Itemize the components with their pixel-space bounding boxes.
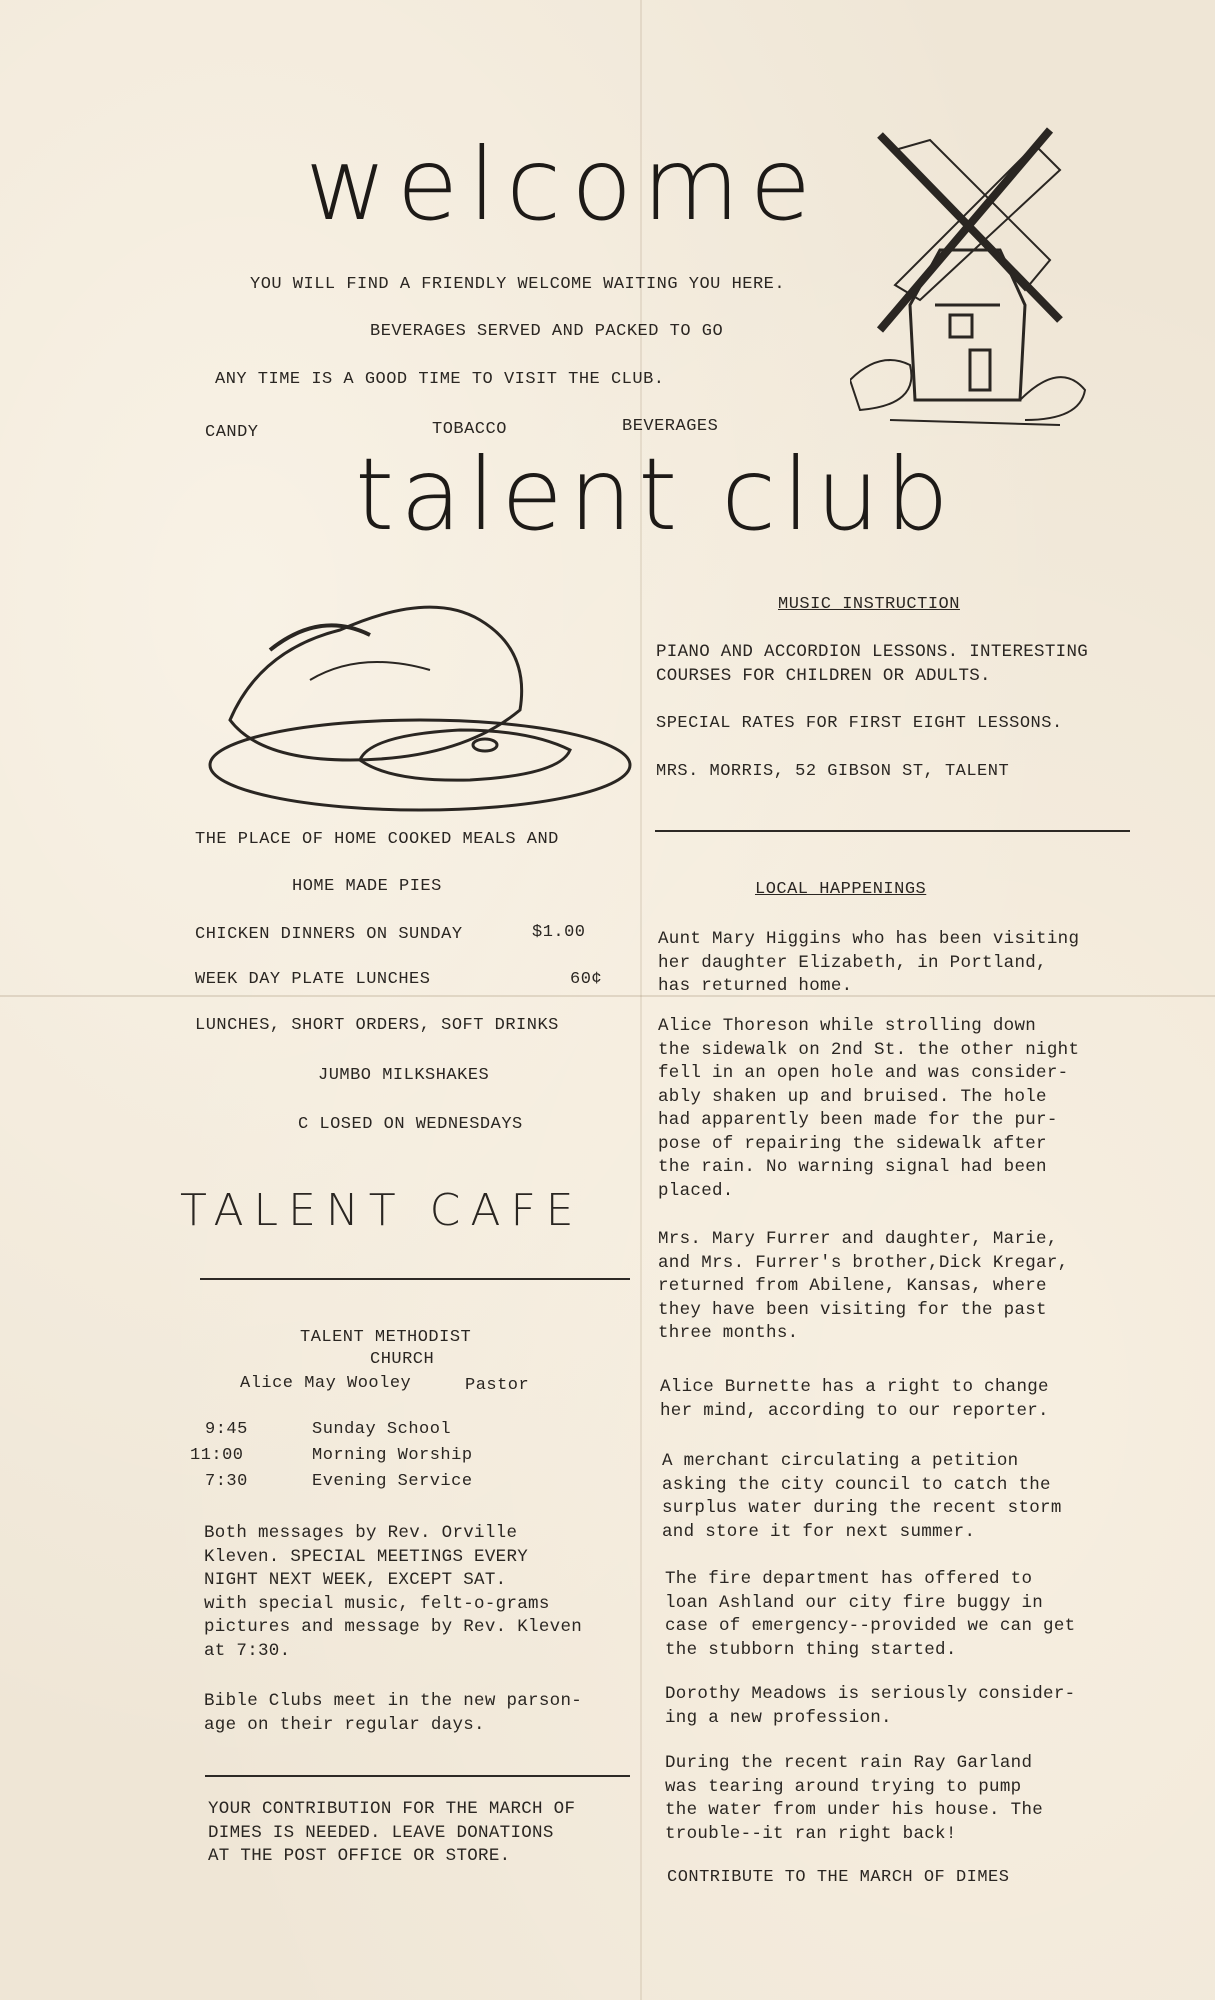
divider [655,830,1130,832]
music-contact: MRS. MORRIS, 52 GIBSON ST, TALENT [656,762,1010,781]
march-of-dimes-notice: YOUR CONTRIBUTION FOR THE MARCH OF DIMES IS NEEDED. LEAVE DONATIONS AT THE POST OFFICE OR STORE. [208,1799,576,1866]
pastor-name: Alice May Wooley [240,1374,412,1393]
contribute-line: CONTRIBUTE TO THE MARCH OF DIMES [667,1868,1010,1887]
club-name: talent club [355,436,955,553]
menu-price: $1.00 [532,923,586,942]
cafe-line-milkshakes: JUMBO MILKSHAKES [318,1066,490,1085]
cafe-line-pies: HOME MADE PIES [292,877,442,896]
local-item: A merchant circulating a petition asking the city council to catch the surplus water during the recent storm and store it for next summer. [662,1451,1062,1542]
pastor-label: Pastor [465,1376,530,1395]
local-item: The fire department has offered to loan Ashland our city fire buggy in case of emergency--provided we can get the stubborn thing started. [665,1569,1076,1660]
local-item: Alice Burnette has a right to change her mind, according to our reporter. [660,1377,1049,1421]
item-candy: CANDY [205,423,259,442]
music-rates: SPECIAL RATES FOR FIRST EIGHT LESSONS. [656,714,1063,733]
menu-item: CHICKEN DINNERS ON SUNDAY [195,925,463,944]
bible-clubs: Bible Clubs meet in the new parson- age on their regular days. [204,1691,583,1735]
schedule-time: 7:30 [205,1472,248,1491]
tagline-visit: ANY TIME IS A GOOD TIME TO VISIT THE CLUB. [215,370,665,389]
church-title-2: CHURCH [370,1350,435,1369]
tagline-welcome: YOU WILL FIND A FRIENDLY WELCOME WAITING YOU HERE. [250,275,786,294]
schedule-event: Sunday School [312,1420,452,1439]
cafe-line-lunches: LUNCHES, SHORT ORDERS, SOFT DRINKS [195,1016,559,1035]
cafe-name: TALENT CAFE [180,1185,584,1236]
music-lessons: PIANO AND ACCORDION LESSONS. INTERESTING COURSES FOR CHILDREN OR ADULTS. [656,642,1089,686]
schedule-event: Evening Service [312,1472,473,1491]
local-heading: LOCAL HAPPENINGS [755,880,927,899]
cafe-line-closed: C LOSED ON WEDNESDAYS [298,1115,523,1134]
roast-dinner-icon [200,590,640,820]
item-tobacco: TOBACCO [432,420,507,439]
music-heading: MUSIC INSTRUCTION [778,595,960,614]
windmill-icon [850,120,1090,450]
item-beverages: BEVERAGES [622,417,719,436]
church-title: TALENT METHODIST [300,1328,472,1347]
schedule-time: 9:45 [205,1420,248,1439]
divider [205,1775,630,1777]
welcome-heading: welcome [305,126,822,243]
tagline-beverages: BEVERAGES SERVED AND PACKED TO GO [370,322,724,341]
local-item: Dorothy Meadows is seriously consider- ing a new profession. [665,1684,1076,1728]
local-item: During the recent rain Ray Garland was tearing around trying to pump the water from under his house. The trouble--it ran right back! [665,1753,1044,1844]
local-item: Aunt Mary Higgins who has been visiting her daughter Elizabeth, in Portland, has returned home. [658,929,1080,996]
divider [200,1278,630,1280]
paper-fold [640,0,642,2000]
local-item: Mrs. Mary Furrer and daughter, Marie, and Mrs. Furrer's brother,Dick Kregar, returned from Abilene, Kansas, where they have been visiting for the past three months. [658,1229,1069,1343]
cafe-line-home-cooked: THE PLACE OF HOME COOKED MEALS AND [195,830,559,849]
church-messages: Both messages by Rev. Orville Kleven. SPECIAL MEETINGS EVERY NIGHT NEXT WEEK, EXCEPT SAT. with special music, felt-o-grams pictures and message by Rev. Kleven at 7:30. [204,1523,583,1661]
local-item: Alice Thoreson while strolling down the sidewalk on 2nd St. the other night fell in an open hole and was consider- ably shaken up and bruised. The hole had apparently been made for the pur- pose of repairing the sidewalk after the rain. No warning signal had been placed. [658,1016,1080,1201]
schedule-time: 11:00 [190,1446,244,1465]
schedule-event: Morning Worship [312,1446,473,1465]
menu-price: 60¢ [570,970,603,989]
menu-item: WEEK DAY PLATE LUNCHES [195,970,431,989]
